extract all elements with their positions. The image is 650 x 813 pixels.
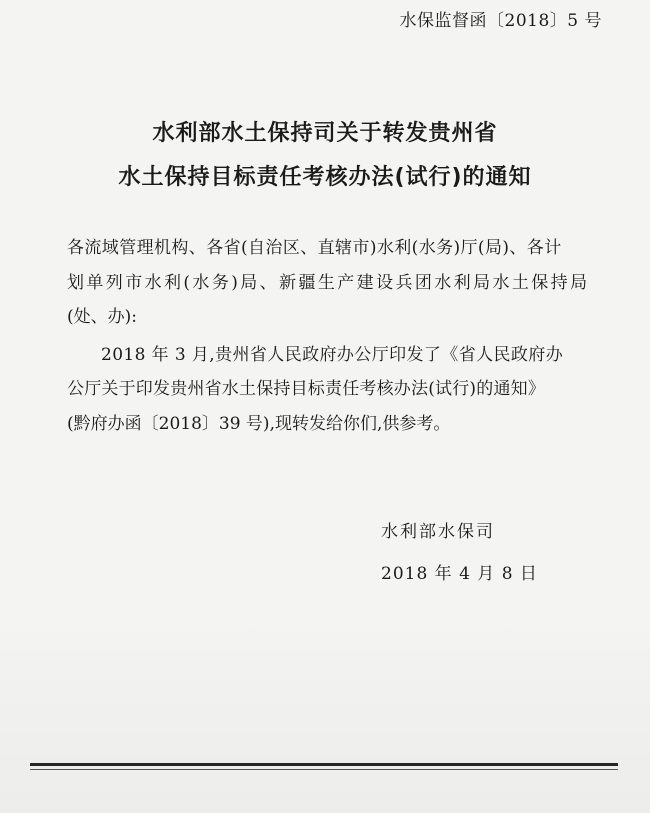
addressee-line-2: 划单列市水利(水务)局、新疆生产建设兵团水利局水土保持局	[67, 273, 590, 293]
page-shading	[0, 610, 650, 813]
footer-rule-thick	[30, 763, 618, 766]
document-title-line-2: 水土保持目标责任考核办法(试行)的通知	[118, 165, 532, 190]
addressee-line-3: (处、办):	[67, 307, 137, 327]
body-paragraph-line-1: 2018 年 3 月,贵州省人民政府办公厅印发了《省人民政府办	[101, 345, 564, 365]
addressee-line-1: 各流域管理机构、各省(自治区、直辖市)水利(水务)厅(局)、各计	[67, 238, 562, 258]
signing-date: 2018 年 4 月 8 日	[381, 564, 538, 584]
signing-organization: 水利部水保司	[381, 522, 495, 542]
body-paragraph-line-3: (黔府办函〔2018〕39 号),现转发给你们,供参考。	[67, 414, 451, 434]
body-paragraph-line-2: 公厅关于印发贵州省水土保持目标责任考核办法(试行)的通知》	[67, 379, 546, 399]
document-title-line-1: 水利部水土保持司关于转发贵州省	[152, 121, 498, 146]
document-number: 水保监督函〔2018〕5 号	[399, 11, 602, 31]
footer-rule-thin	[30, 769, 618, 770]
